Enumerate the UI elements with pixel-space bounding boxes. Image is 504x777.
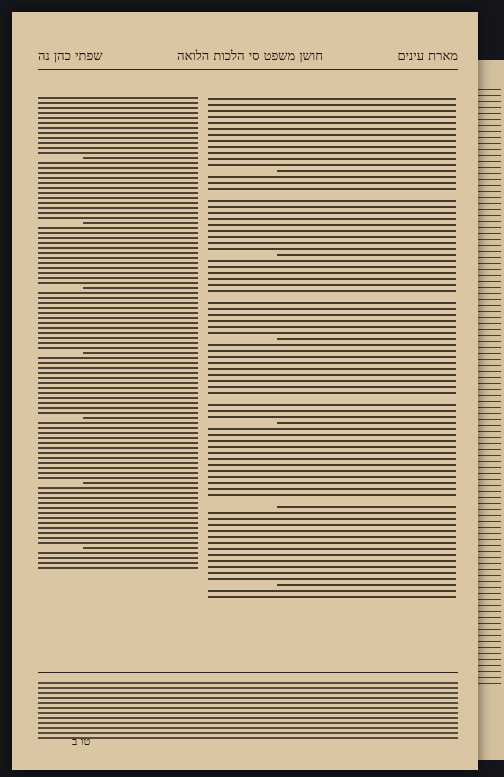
signature-mark: טו ב (72, 735, 91, 748)
text-line (208, 530, 456, 532)
text-line (208, 152, 456, 154)
text-line (38, 162, 198, 164)
text-line (38, 487, 198, 489)
text-line (208, 116, 456, 118)
text-line (208, 566, 456, 568)
text-line (38, 252, 198, 254)
text-line (38, 707, 458, 709)
text-line (208, 164, 456, 166)
text-line (38, 262, 198, 264)
text-line (38, 692, 458, 694)
text-line (38, 387, 198, 389)
text-line (38, 362, 198, 364)
text-line (208, 524, 456, 526)
text-line (38, 337, 198, 339)
text-line (38, 532, 198, 534)
text-line (38, 527, 198, 529)
text-line (38, 502, 198, 504)
text-line (208, 122, 456, 124)
text-line (38, 522, 198, 524)
text-line (38, 112, 198, 114)
text-line (38, 322, 198, 324)
text-line (38, 97, 198, 99)
text-line (208, 344, 456, 346)
text-line (208, 278, 456, 280)
text-line (208, 434, 456, 436)
text-line (38, 412, 198, 414)
text-line (38, 427, 198, 429)
main-text-column (208, 94, 456, 650)
text-line (38, 297, 198, 299)
text-line (38, 682, 458, 684)
text-line (38, 432, 198, 434)
text-line (38, 327, 198, 329)
text-line (38, 167, 198, 169)
text-line (38, 212, 198, 214)
text-line (208, 248, 456, 250)
text-line (38, 722, 458, 724)
text-line (38, 342, 198, 344)
text-line (208, 368, 456, 370)
text-line (38, 367, 198, 369)
text-line (208, 596, 456, 598)
text-line (38, 447, 198, 449)
text-line (38, 492, 198, 494)
text-line (38, 217, 198, 219)
text-line (277, 506, 456, 508)
text-line (38, 247, 198, 249)
text-line (208, 410, 456, 412)
text-line (277, 338, 456, 340)
text-line (38, 687, 458, 689)
running-head (38, 46, 458, 70)
text-line (38, 232, 198, 234)
text-line (38, 727, 458, 729)
text-line (38, 192, 198, 194)
text-line (38, 517, 198, 519)
text-line (208, 356, 456, 358)
text-line (38, 282, 198, 284)
text-line (208, 452, 456, 454)
text-line (38, 242, 198, 244)
text-line (38, 562, 198, 564)
text-line (38, 512, 198, 514)
text-line (208, 374, 456, 376)
text-line (38, 472, 198, 474)
text-line (208, 272, 456, 274)
text-line (83, 482, 198, 484)
text-line (38, 257, 198, 259)
text-line (38, 382, 198, 384)
text-line (208, 428, 456, 430)
text-line (208, 350, 456, 352)
text-line (208, 218, 456, 220)
text-line (38, 132, 198, 134)
running-head-left: שפתי כהן נה (38, 49, 103, 64)
text-line (38, 467, 198, 469)
text-line (38, 392, 198, 394)
text-line (208, 212, 456, 214)
text-line (38, 177, 198, 179)
footnote-block (38, 672, 458, 749)
text-line (208, 476, 456, 478)
text-line (208, 146, 456, 148)
text-line (208, 548, 456, 550)
text-line (38, 147, 198, 149)
text-line (38, 107, 198, 109)
text-line (208, 230, 456, 232)
text-line (38, 312, 198, 314)
text-line (38, 477, 198, 479)
text-line (277, 584, 456, 586)
text-line (38, 377, 198, 379)
text-line (208, 182, 456, 184)
running-head-right: מארת עינים (397, 49, 458, 64)
text-line (208, 134, 456, 136)
text-line (38, 117, 198, 119)
text-line (208, 392, 456, 394)
text-line (208, 362, 456, 364)
text-line (38, 227, 198, 229)
text-line (38, 122, 198, 124)
text-line (38, 557, 198, 559)
text-line (277, 254, 456, 256)
text-line (38, 422, 198, 424)
text-line (208, 542, 456, 544)
text-line (208, 110, 456, 112)
text-line (208, 266, 456, 268)
text-line (38, 102, 198, 104)
text-line (38, 552, 198, 554)
text-line (208, 206, 456, 208)
text-line (83, 287, 198, 289)
text-line (38, 152, 198, 154)
book-page (12, 12, 478, 770)
text-line (38, 347, 198, 349)
text-line (208, 104, 456, 106)
text-line (277, 170, 456, 172)
text-line (83, 547, 198, 549)
text-line (208, 518, 456, 520)
text-line (38, 277, 198, 279)
text-line (38, 182, 198, 184)
text-line (208, 470, 456, 472)
text-line (38, 457, 198, 459)
text-line (38, 317, 198, 319)
text-line (208, 446, 456, 448)
text-line (38, 407, 198, 409)
text-line (208, 554, 456, 556)
text-line (83, 222, 198, 224)
text-line (208, 320, 456, 322)
text-line (208, 200, 456, 202)
text-line (38, 197, 198, 199)
text-line (208, 158, 456, 160)
text-line (83, 417, 198, 419)
text-line (38, 207, 198, 209)
text-line (38, 737, 458, 739)
text-line (38, 272, 198, 274)
text-line (38, 537, 198, 539)
text-line (208, 260, 456, 262)
text-line (208, 236, 456, 238)
text-line (208, 536, 456, 538)
text-line (208, 290, 456, 292)
text-line (83, 157, 198, 159)
text-line (38, 267, 198, 269)
text-line (208, 494, 456, 496)
text-line (208, 98, 456, 100)
text-line (208, 314, 456, 316)
text-line (208, 128, 456, 130)
text-line (208, 590, 456, 592)
text-line (208, 284, 456, 286)
text-line (38, 462, 198, 464)
text-line (38, 292, 198, 294)
text-line (38, 357, 198, 359)
text-line (38, 237, 198, 239)
text-line (208, 464, 456, 466)
text-line (208, 440, 456, 442)
text-line (38, 142, 198, 144)
text-line (208, 512, 456, 514)
text-line (38, 732, 458, 734)
text-line (38, 187, 198, 189)
text-line (208, 176, 456, 178)
text-line (208, 302, 456, 304)
text-line (38, 397, 198, 399)
text-line (208, 140, 456, 142)
text-line (208, 224, 456, 226)
text-line (38, 507, 198, 509)
text-line (208, 572, 456, 574)
text-line (38, 717, 458, 719)
text-line (38, 202, 198, 204)
text-line (38, 402, 198, 404)
text-line (38, 332, 198, 334)
text-line (208, 458, 456, 460)
text-line (38, 442, 198, 444)
text-line (208, 578, 456, 580)
text-line (38, 372, 198, 374)
text-line (208, 482, 456, 484)
text-line (38, 452, 198, 454)
text-line (38, 437, 198, 439)
text-line (38, 172, 198, 174)
text-line (38, 307, 198, 309)
text-line (83, 352, 198, 354)
text-line (38, 127, 198, 129)
text-line (208, 242, 456, 244)
text-line (38, 542, 198, 544)
text-line (38, 712, 458, 714)
text-line (38, 697, 458, 699)
text-line (277, 422, 456, 424)
text-line (38, 137, 198, 139)
text-line (38, 497, 198, 499)
text-line (208, 332, 456, 334)
text-line (208, 488, 456, 490)
text-line (208, 560, 456, 562)
text-line (38, 567, 198, 569)
text-line (208, 416, 456, 418)
text-line (208, 326, 456, 328)
text-line (208, 188, 456, 190)
text-line (208, 386, 456, 388)
text-line (38, 702, 458, 704)
text-line (208, 308, 456, 310)
text-line (208, 380, 456, 382)
text-line (38, 302, 198, 304)
text-line (208, 404, 456, 406)
commentary-column (38, 94, 198, 650)
running-head-center: חושן משפט סי הלכות הלואה (177, 49, 323, 64)
